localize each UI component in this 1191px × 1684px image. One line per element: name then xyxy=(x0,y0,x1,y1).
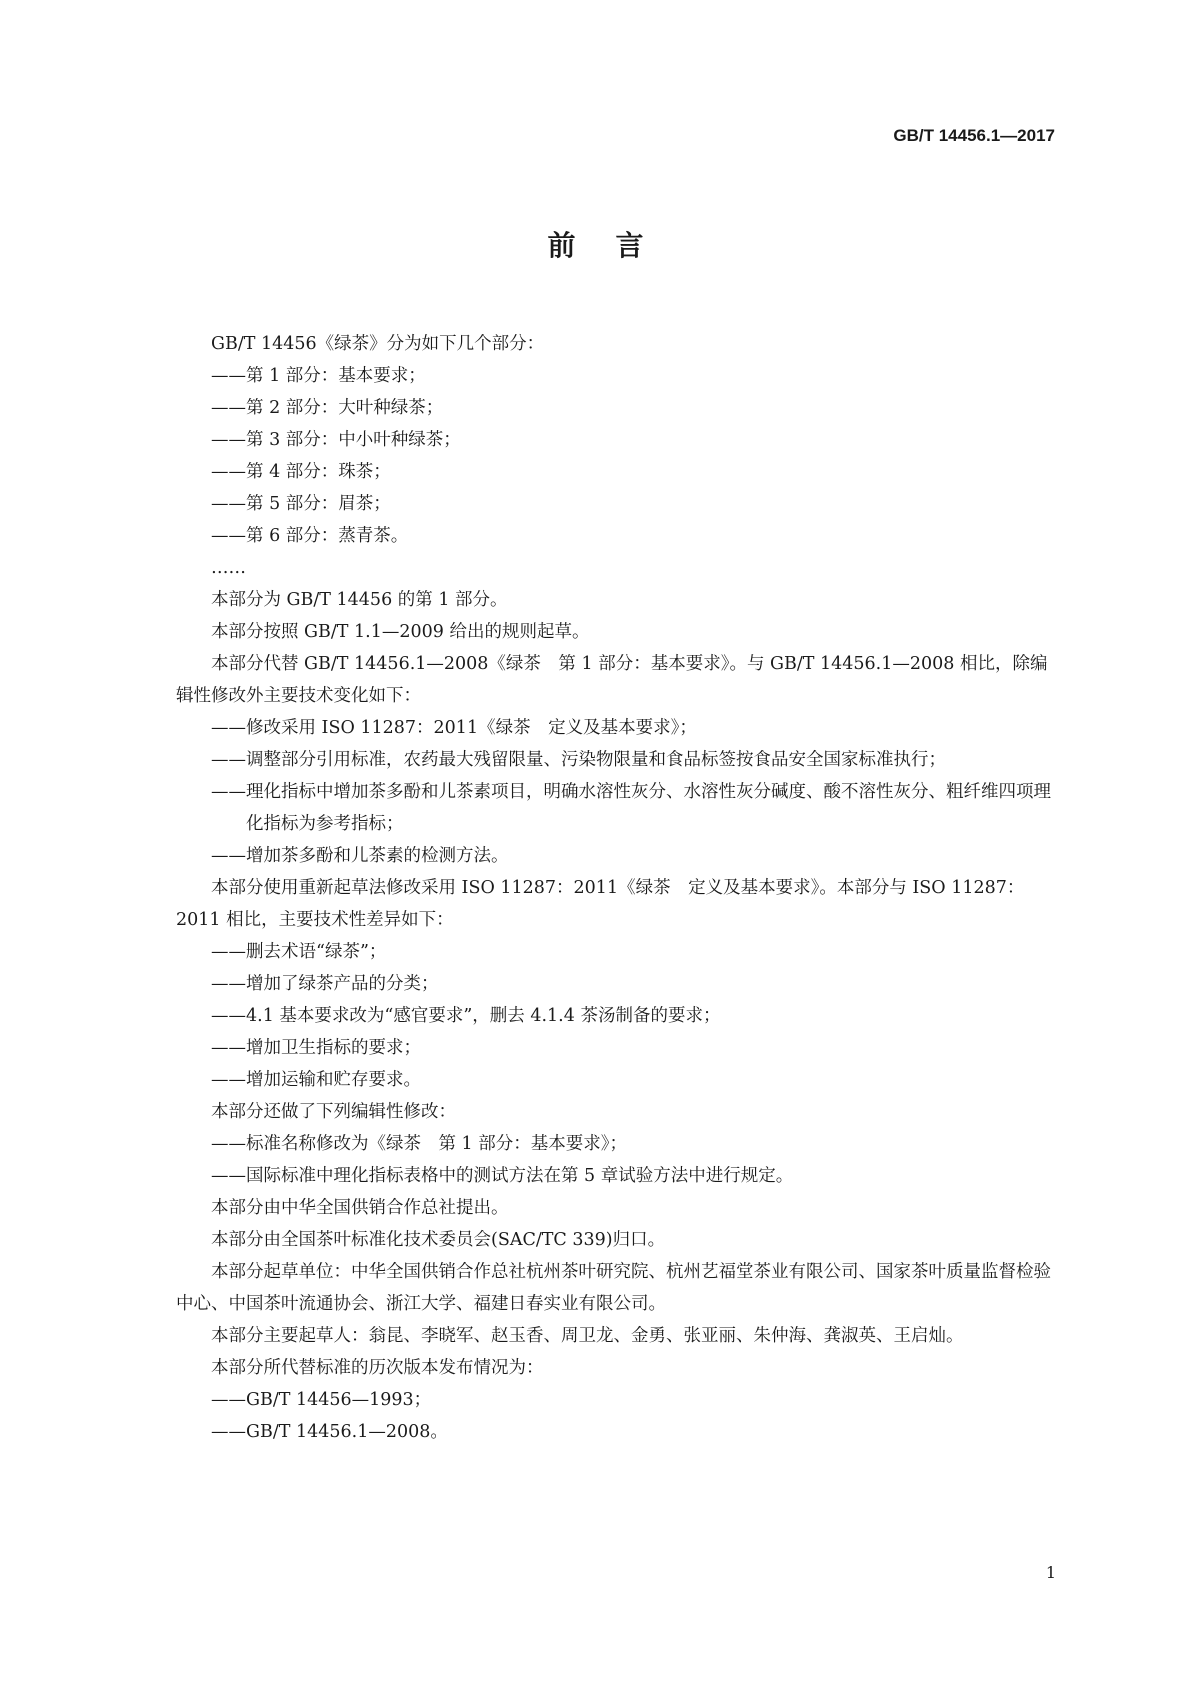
paragraph: 本部分所代替标准的历次版本发布情况为： xyxy=(211,1358,544,1378)
paragraph: 本部分由中华全国供销合作总社提出。 xyxy=(211,1198,509,1218)
list-item: ——调整部分引用标准，农药最大残留限量、污染物限量和食品标签按食品安全国家标准执行； xyxy=(211,750,946,770)
list-item: ——第 6 部分：蒸青茶。 xyxy=(211,526,409,546)
paragraph: 本部分按照 GB/T 1.1—2009 给出的规则起草。 xyxy=(211,622,590,642)
ellipsis: …… xyxy=(211,558,246,578)
list-item: ——增加运输和贮存要求。 xyxy=(211,1070,421,1090)
list-item: ——删去术语“绿茶”； xyxy=(211,942,387,962)
paragraph: 本部分还做了下列编辑性修改： xyxy=(211,1102,456,1122)
list-item: ——第 4 部分：珠茶； xyxy=(211,462,391,482)
list-item: ——国际标准中理化指标表格中的测试方法在第 5 章试验方法中进行规定。 xyxy=(211,1166,794,1186)
list-item: ——第 2 部分：大叶种绿茶； xyxy=(211,398,444,418)
paragraph: 本部分起草单位：中华全国供销合作总社杭州茶叶研究院、杭州艺福堂茶业有限公司、国家茶叶质量监督检验中心、中国茶叶流通协会、浙江大学、福建日春实业有限公司。 xyxy=(176,1262,1051,1314)
list-item: ——增加了绿茶产品的分类； xyxy=(211,974,439,994)
paragraph: 本部分为 GB/T 14456 的第 1 部分。 xyxy=(211,590,508,610)
paragraph: GB/T 14456《绿茶》分为如下几个部分： xyxy=(211,334,545,354)
list-item: ——第 1 部分：基本要求； xyxy=(211,366,426,386)
list-item: ——第 5 部分：眉茶； xyxy=(211,494,391,514)
list-item: ——标准名称修改为《绿茶 第 1 部分：基本要求》； xyxy=(211,1134,628,1154)
paragraph: 本部分主要起草人：翁昆、李晓军、赵玉香、周卫龙、金勇、张亚丽、朱仲海、龚淑英、王启灿。 xyxy=(211,1326,964,1346)
list-item: ——第 3 部分：中小叶种绿茶； xyxy=(211,430,461,450)
list-item: ——增加卫生指标的要求； xyxy=(211,1038,421,1058)
list-item: ——修改采用 ISO 11287：2011《绿茶 定义及基本要求》； xyxy=(211,718,697,738)
list-item: ——GB/T 14456—1993； xyxy=(211,1390,432,1410)
list-item: ——理化指标中增加茶多酚和儿茶素项目，明确水溶性灰分、水溶性灰分碱度、酸不溶性灰分、粗纤维四项理化指标为参考指标； xyxy=(211,782,1051,834)
list-item: ——GB/T 14456.1—2008。 xyxy=(211,1422,448,1442)
standard-code-header: GB/T 14456.1—2017 xyxy=(893,126,1055,145)
foreword-body xyxy=(176,328,1056,1448)
paragraph: 本部分代替 GB/T 14456.1—2008《绿茶 第 1 部分：基本要求》。与 GB/T 14456.1—2008 相比，除编辑性修改外主要技术变化如下： xyxy=(176,654,1048,706)
paragraph: 本部分由全国茶叶标准化技术委员会(SAC/TC 339)归口。 xyxy=(211,1230,666,1250)
list-item: ——增加茶多酚和儿茶素的检测方法。 xyxy=(211,846,509,866)
paragraph: 本部分使用重新起草法修改采用 ISO 11287：2011《绿茶 定义及基本要求》。本部分与 ISO 11287：2011 相比，主要技术性差异如下： xyxy=(176,878,1025,930)
page-title: 前言 xyxy=(547,229,684,262)
page-number: 1 xyxy=(1045,1563,1056,1582)
list-item: ——4.1 基本要求改为“感官要求”，删去 4.1.4 茶汤制备的要求； xyxy=(211,1006,721,1026)
